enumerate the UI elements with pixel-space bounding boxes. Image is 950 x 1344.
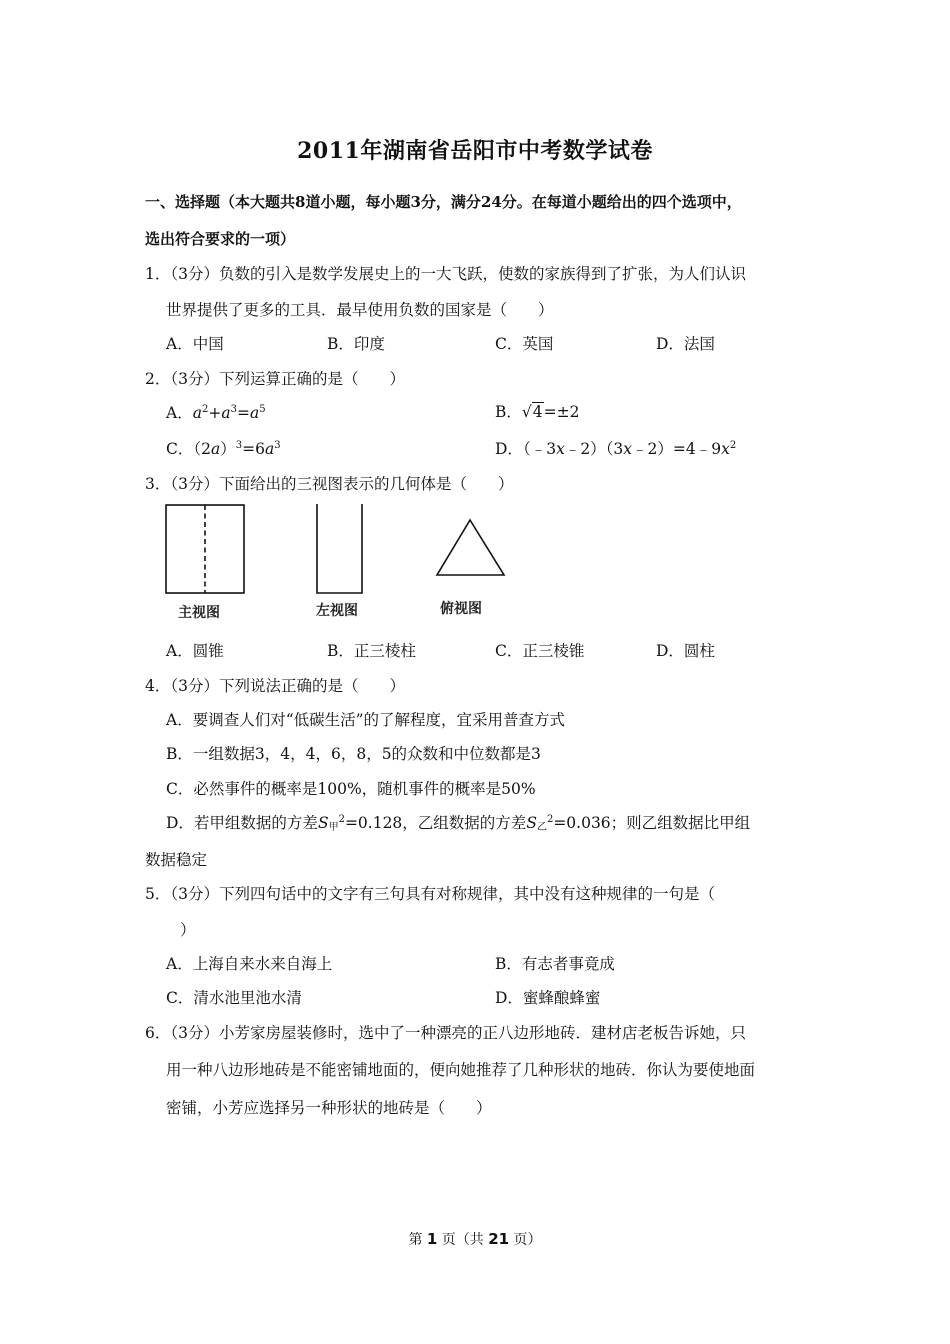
q2-option-d-part1: （﹣3 xyxy=(522,440,557,458)
page-title: 2011年湖南省岳阳市中考数学试卷 xyxy=(297,138,653,164)
footer-suffix: 页） xyxy=(509,1232,542,1248)
q2-option-d: D．$(﹣3x﹣2)(3x﹣2)=4﹣9x^2$ xyxy=(495,440,737,458)
q2-option-b-rest: =±2 xyxy=(543,403,580,421)
footer-mid: 页（共 xyxy=(437,1232,489,1248)
q2-option-b xyxy=(495,400,580,422)
question-5-line1: 5．（3分）下列四句话中的文字有三句具有对称规律，其中没有这种规律的一句是（ xyxy=(145,885,715,903)
page-footer xyxy=(0,1229,950,1249)
q2-option-b-radicand: 4 xyxy=(532,403,543,421)
top-view-triangle xyxy=(437,520,504,575)
q2-option-b-label: B． xyxy=(495,403,522,421)
q5-option-c: C．清水池里池水清 xyxy=(166,989,302,1007)
q5-option-d: D．蜜蜂酿蜂蜜 xyxy=(495,989,601,1007)
q4-option-d-part3: =0.036；则乙组数据比甲组 xyxy=(553,814,751,832)
q2-option-c-label: C． xyxy=(166,440,194,458)
footer-total-pages: 21 xyxy=(488,1230,510,1248)
front-view-rectangle xyxy=(166,505,244,593)
question-4-stem: 4．（3分）下列说法正确的是（ ） xyxy=(145,677,405,695)
left-view-rectangle xyxy=(317,504,362,593)
q3-option-d: D．圆柱 xyxy=(656,642,715,660)
three-views-figure xyxy=(160,500,510,600)
question-1-line1: 1．（3分）负数的引入是数学发展史上的一大飞跃，使数的家族得到了扩张，为人们认识 xyxy=(145,265,746,283)
q3-option-c: C．正三棱锥 xyxy=(495,642,585,660)
footer-page-number: 1 xyxy=(426,1230,438,1248)
q4-option-d-part1: D．若甲组数据的方差 xyxy=(166,814,318,832)
q4-option-d-part2: =0.128，乙组数据的方差 xyxy=(344,814,527,832)
q5-option-a: A．上海自来水来自海上 xyxy=(166,955,333,973)
q2-option-a: A．$a^2+a^3=a^5$ xyxy=(166,404,266,422)
q5-option-b: B．有志者事竟成 xyxy=(495,955,615,973)
q1-option-a: A．中国 xyxy=(166,335,224,353)
left-view-label: 左视图 xyxy=(316,603,358,619)
q4-option-b: B．一组数据3，4，4，6，8，5的众数和中位数都是3 xyxy=(166,745,541,763)
question-6-line1: 6．（3分）小芳家房屋装修时，选中了一种漂亮的正八边形地砖．建材店老板告诉她，只 xyxy=(145,1024,746,1042)
q2-option-a-label: A． xyxy=(166,404,193,422)
question-2-stem: 2．（3分）下列运算正确的是（ ） xyxy=(145,370,405,388)
q4-option-d-sub2: 乙 xyxy=(536,822,547,833)
q2-option-d-part3: ﹣2）=4﹣9 xyxy=(632,440,722,458)
question-6-line3: 密铺，小芳应选择另一种形状的地砖是（ ） xyxy=(166,1099,492,1117)
q3-option-b: B．正三棱柱 xyxy=(327,642,416,660)
q2-option-d-part2: ﹣2）（3 xyxy=(564,440,624,458)
sqrt-symbol: √4 xyxy=(521,403,543,421)
section-heading-line1: 一、选择题（本大题共8道小题，每小题3分，满分24分。在每道小题给出的四个选项中， xyxy=(145,193,742,211)
q3-option-a: A．圆锥 xyxy=(166,642,224,660)
q1-option-c: C．英国 xyxy=(495,335,554,353)
q2-option-d-label: D． xyxy=(495,440,523,458)
q4-option-c: C．必然事件的概率是100%，随机事件的概率是50% xyxy=(166,780,536,798)
question-3-stem: 3．（3分）下面给出的三视图表示的几何体是（ ） xyxy=(145,475,514,493)
front-view-label: 主视图 xyxy=(178,605,220,621)
question-1-line2: 世界提供了更多的工具．最早使用负数的国家是（ ） xyxy=(166,301,554,319)
q4-option-d-sub1: 甲 xyxy=(328,822,339,833)
q1-option-b: B．印度 xyxy=(327,335,385,353)
q2-option-c: C．$(2a)^3=6a^3$ xyxy=(166,440,281,458)
section-heading-line2: 选出符合要求的一项） xyxy=(145,230,296,248)
footer-prefix: 第 xyxy=(408,1232,427,1248)
q4-option-d: D．若甲组数据的方差$S_甲^2=0.128$，乙组数据的方差$S_乙^2=0.036$；则乙组数据比甲组 xyxy=(166,814,751,833)
question-6-line2: 用一种八边形地砖是不能密铺地面的，便向她推荐了几种形状的地砖．你认为要使地面 xyxy=(166,1061,756,1079)
top-view-label: 俯视图 xyxy=(440,601,482,617)
q4-option-a: A．要调查人们对“低碳生活”的了解程度，宜采用普查方式 xyxy=(166,711,566,729)
q4-option-d-line2: 数据稳定 xyxy=(145,851,208,869)
question-5-line2: ） xyxy=(180,921,196,939)
q1-option-d: D．法国 xyxy=(656,335,715,353)
